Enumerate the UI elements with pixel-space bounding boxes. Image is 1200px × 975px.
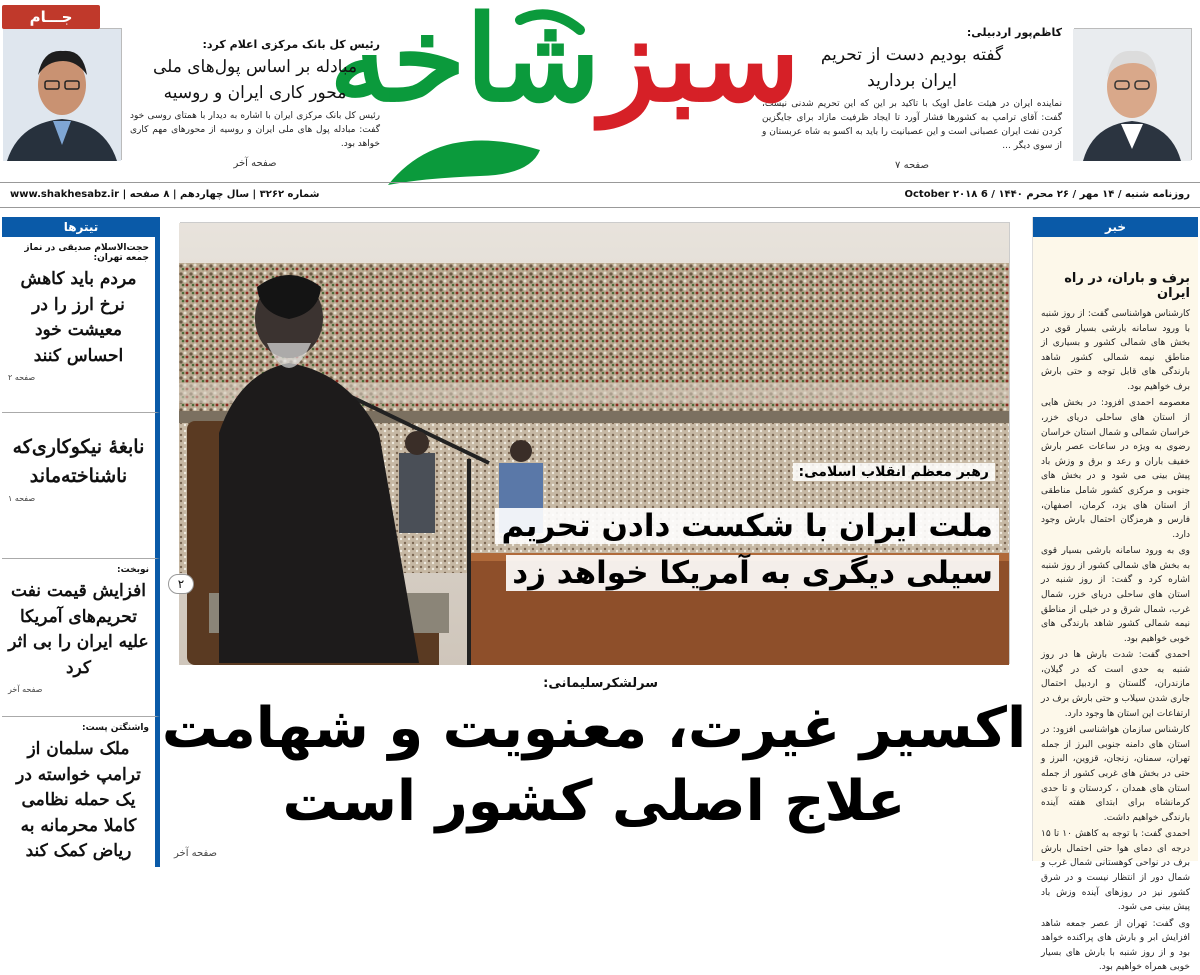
news-paragraph: معصومه احمدی افزود: در بخش هایی از استان های ساحلی دریای خزر، خراسان شمالی و شمال استان خراسان رضوی به ویژه در ساعات عصر بارش خفیف باران و رعد و برق و وزش باد پیش بینی می شود و در بخش های جنوبی و مرکزی کشور شامل مناطقی از استان های یزد، کرمان، اصفهان، فارس و هرمزگان احتمال بارش وجود دارد. — [1041, 398, 1190, 540]
jam-badge[interactable]: جـــام — [2, 5, 100, 29]
headline-item-title: ملک سلمان از ترامپ خواسته در یک حمله نظامی کاملا محرمانه به ریاض کمک کند — [16, 739, 141, 861]
headline-item[interactable] — [2, 559, 160, 717]
story-page-ref[interactable]: صفحه ۷ — [895, 159, 929, 171]
masthead — [0, 0, 1200, 178]
story-body: رئیس کل بانک مرکزی ایران با اشاره به دیدار با همتای روسی خود گفت: مبادله پول های ملی ایران و روسیه از محورهای مهم کاری خواهد بود. — [130, 111, 380, 149]
headline-item[interactable] — [2, 237, 160, 413]
photo-headline-line: سیلی دیگری به آمریکا خواهد زد — [506, 555, 999, 591]
headline-item[interactable] — [2, 717, 160, 867]
bottom-page-ref[interactable]: صفحه آخر — [174, 848, 218, 859]
news-paragraph: کارشناس سازمان هواشناسی افزود: در استان های دامنه جنوبی البرز از جمله تهران، سمنان، زنجان، قزوین، البرز و حتی در بخش های غربی کشور از جمله استان های همدان ، کردستان و تا حدی کرمانشاه برای ابتدای هفته آینده بارندگی خواهیم داشت. — [1041, 725, 1190, 823]
news-paragraph: کارشناس هواشناسی گفت: از روز شنبه با ورود سامانه بارشی بسیار قوی در بخش های شمالی کشور و بسیاری از مناطق نیمه شمالی کشور شاهد بارندگی های قابل توجه و حتی بارش برف خواهیم بود. — [1041, 309, 1190, 392]
news-paragraph: احمدی گفت: شدت بارش ها در روز شنبه به حدی است که در گیلان، مازندران، گلستان و اردبیل احتمال جاری شدن سیلاب و حتی بارش برف در ارتفاعات این استان ها وجود دارد. — [1041, 650, 1190, 719]
news-paragraph: احمدی گفت: با توجه به کاهش ۱۰ تا ۱۵ درجه ای دمای هوا حتی احتمال بارش برف در نواحی کوهستانی شمال غرب و شمال دور از انتظار نیست و در شرق کشور نیز در روزهای آینده وزش باد پیش بینی می شود. — [1041, 829, 1191, 913]
date-line: روزنامه شنبه / ۱۴ مهر / ۲۶ محرم ۱۴۴۰ / 6 October ۲۰۱۸ — [904, 189, 1190, 200]
photo-page-ref[interactable]: ۲ — [168, 574, 194, 594]
headline-item-kicker: واشنگتن پست: — [81, 723, 149, 733]
headline-item-title: نابغهٔ نیکوکاری‌که ناشناخته‌ماند — [12, 436, 145, 487]
headline-item-ref: صفحه ۱ — [8, 494, 36, 503]
photo-headline[interactable] — [495, 503, 999, 596]
logo-text-red: سبز — [600, 0, 800, 128]
headline-item[interactable] — [2, 413, 160, 559]
headline-item-kicker: حجت‌الاسلام صدیقی در نماز جمعه تهران: — [24, 243, 149, 263]
bottom-headline-line: علاج اصلی کشور است — [282, 768, 906, 834]
headline-item-kicker: نوبخت: — [116, 565, 149, 575]
bottom-story — [160, 676, 1028, 861]
headline-item-ref: صفحه آخر — [8, 685, 43, 694]
newspaper-logo[interactable] — [329, 0, 820, 178]
portrait-photo-left — [4, 28, 122, 160]
issue-line: شماره ۳۲۶۲ | سال چهاردهم | ۸ صفحه | www.shakhesabz.ir — [10, 189, 320, 200]
headlines-column — [2, 217, 160, 861]
story-body: نماینده ایران در هیئت عامل اوپک با تاکید بر این که این تحریم شدنی نیست، گفت: آقای ترامپ به کشورها فشار آورد تا ایجاد ظرفیت مازاد برای جایگزین کردن نفت ایران عصبانی است و این عصبانیت را باید به اکسو به شاه عربستان و از سوی دیگر ... — [762, 99, 1062, 151]
info-bar — [0, 182, 1200, 208]
news-title[interactable]: برف و باران، در راه ایران — [1064, 271, 1190, 301]
bottom-kicker: سرلشکرسلیمانی: — [543, 676, 658, 691]
top-story-left — [130, 38, 380, 169]
bottom-headline-line: اکسیر غیرت، معنویت و شهامت — [161, 696, 1027, 761]
news-paragraph: وی گفت: تهران از عصر جمعه شاهد افزایش ابر و بارش های پراکنده خواهد بود و از روز شنبه با بارش های بسیار خوبی همراه خواهیم بود. — [1041, 918, 1190, 973]
story-headline-line: محور کاری ایران و روسیه — [163, 82, 347, 103]
headline-item-ref: صفحه ۲ — [8, 373, 36, 382]
logo-text-green: شاخه — [329, 0, 601, 128]
story-kicker: کاظم‌پور اردبیلی: — [966, 26, 1062, 39]
headline-item-title: مردم باید کاهش نرخ ارز را در معیشت خود احساس کنند — [20, 269, 137, 366]
story-kicker: رئیس کل بانک مرکزی اعلام کرد: — [202, 38, 380, 51]
portrait-photo-right — [1074, 28, 1192, 160]
news-column-tab-label: خبر — [1091, 217, 1140, 237]
main-photo[interactable] — [180, 222, 1010, 664]
story-page-ref[interactable]: صفحه آخر — [233, 157, 277, 169]
story-headline-line: گفته بودیم دست از تحریم — [820, 45, 1004, 65]
story-headline-line: ایران بردارید — [867, 70, 957, 91]
news-body — [1041, 307, 1190, 975]
photo-headline-line: ملت ایران با شکست دادن تحریم — [495, 508, 999, 544]
headline-item-title: افزایش قیمت نفت تحریم‌های آمریکا علیه ایران را بی اثر کرد — [8, 581, 149, 678]
headlines-column-tab[interactable] — [2, 217, 160, 237]
story-headline-line: مبادله بر اساس پول‌های ملی — [152, 57, 358, 77]
news-column — [1032, 217, 1198, 973]
headlines-column-tab-label: تیترها — [50, 217, 113, 237]
news-column-tab[interactable] — [1033, 217, 1198, 237]
news-paragraph: وی به ورود سامانه بارشی بسیار قوی به بخش های شمالی کشور از روز شنبه اشاره کرد و گفت: از روز شنبه در استان های ساحلی دریای خزر، شمال غرب، شمال شرق و در خیلی از مناطق نیمه شمالی کشور شاهد بارندگی های خوبی خواهیم بود. — [1041, 546, 1190, 644]
bottom-headline[interactable] — [160, 693, 1028, 839]
story-headline[interactable] — [130, 55, 380, 106]
photo-kicker: رهبر معظم انقلاب اسلامی: — [793, 463, 995, 481]
stadium-scene-image — [179, 223, 1009, 665]
